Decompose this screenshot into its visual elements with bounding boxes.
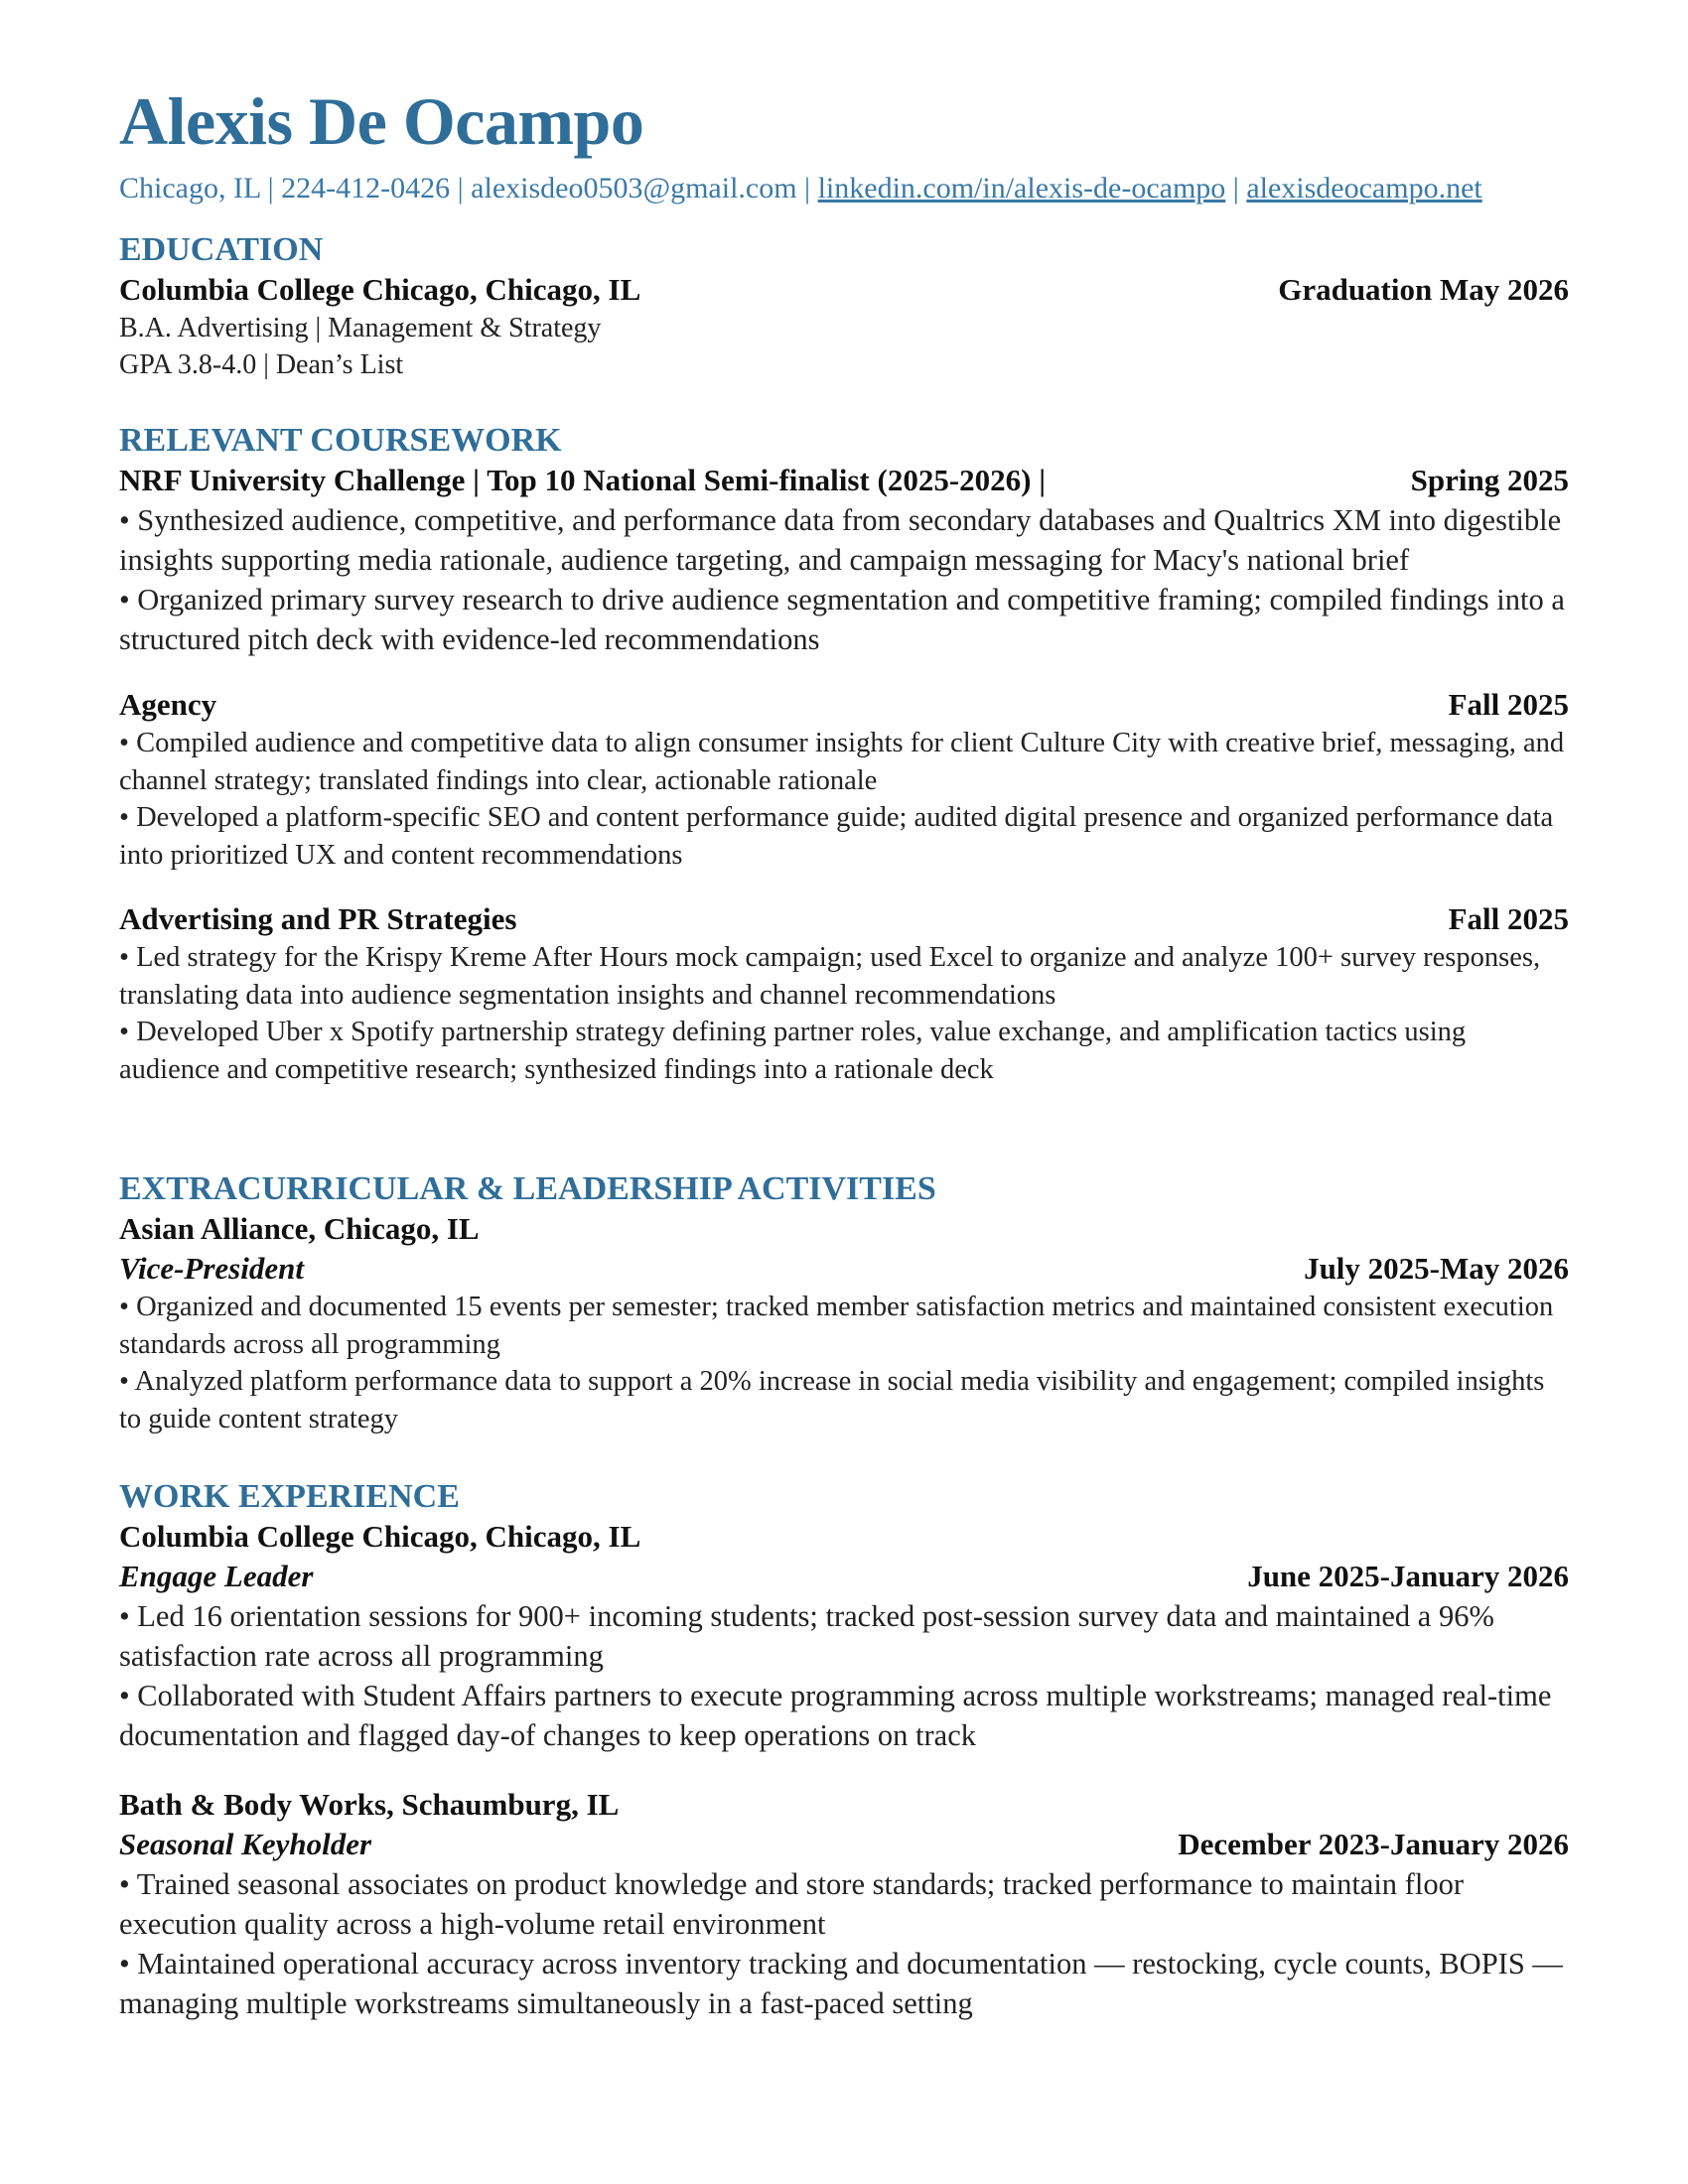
graduation-date: Graduation May 2026 [1278,272,1569,307]
degree-line: B.A. Advertising | Management & Strategy [119,313,602,343]
course-bullet: • Developed a platform-specific SEO and content performance guide; audited digital presence and organized performance data into prioritized UX and content recommendations [119,802,1554,871]
activity-bullet: • Analyzed platform performance data to support a 20% increase in social media visibility and engagement; compiled insights to guide content strategy [119,1366,1545,1434]
contact-details: Chicago, IL | 224-412-0426 | alexisdeo0503@gmail.com | [119,172,818,205]
linkedin-link[interactable]: linkedin.com/in/alexis-de-ocampo [817,172,1226,205]
job-title: Engage Leader [119,1559,314,1593]
contact-separator: | [1225,172,1247,205]
course-date: Spring 2025 [1410,463,1569,497]
resume-header [119,77,1569,208]
course-name: Agency [119,687,217,722]
course-name: NRF University Challenge | Top 10 National Semi-finalist (2025-2026) | [119,463,1047,497]
course-bullet: • Developed Uber x Spotify partnership strategy defining partner roles, value exchange, and amplification tactics using audience and competitive research; synthesized findings into a rationale deck [119,1017,1467,1085]
job-employer: Columbia College Chicago, Chicago, IL [119,1519,641,1554]
education-heading: EDUCATION [119,231,324,268]
candidate-name: Alexis De Ocampo [119,83,644,159]
activity-bullet: • Organized and documented 15 events per semester; tracked member satisfaction metrics and maintained consistent execution standards across all programming [119,1292,1554,1360]
job-item [119,1517,1569,1755]
activity-date: July 2025-May 2026 [1304,1251,1569,1286]
job-item [119,1785,1569,2023]
job-date: December 2023-January 2026 [1178,1827,1569,1861]
job-bullet: • Trained seasonal associates on product knowledge and store standards; tracked performance to maintain floor execution quality across a high-volume retail environment [119,1867,1464,1941]
job-employer: Bath & Body Works, Schaumburg, IL [119,1787,620,1822]
contact-line [119,169,1569,208]
gpa-line: GPA 3.8-4.0 | Dean’s List [119,349,404,380]
coursework-section [119,421,1569,1088]
school-name: Columbia College Chicago, Chicago, IL [119,272,641,307]
course-date: Fall 2025 [1448,901,1569,936]
work-heading: WORK EXPERIENCE [119,1478,460,1515]
activity-role: Vice-President [119,1251,304,1286]
education-section [119,230,1569,383]
extracurricular-section [119,1169,1569,1437]
job-bullet: • Led 16 orientation sessions for 900+ incoming students; tracked post-session survey data and maintained a 96% satisfaction rate across all programming [119,1599,1494,1673]
job-bullet: • Maintained operational accuracy across inventory tracking and documentation — restocking, cycle counts, BOPIS — managing multiple workstreams simultaneously in a fast-paced setting [119,1947,1563,2020]
course-bullet: • Synthesized audience, competitive, and performance data from secondary databases and Qualtrics XM into digestible insights supporting media rationale, audience targeting, and campaign messaging for Macy's national brief [119,503,1562,577]
course-bullet: • Led strategy for the Krispy Kreme After Hours mock campaign; used Excel to organize and analyze 100+ survey responses, translating data into audience segmentation insights and channel recommendations [119,942,1541,1011]
course-item [119,461,1569,659]
course-item [119,685,1569,874]
course-bullet: • Compiled audience and competitive data to align consumer insights for client Culture City with creative brief, messaging, and channel strategy; translated findings into clear, actionable rationale [119,728,1565,796]
job-date: June 2025-January 2026 [1247,1559,1569,1593]
job-title: Seasonal Keyholder [119,1827,372,1861]
course-bullet: • Organized primary survey research to drive audience segmentation and competitive framing; compiled findings into a structured pitch deck with evidence-led recommendations [119,583,1565,656]
work-section [119,1477,1569,2023]
course-item [119,899,1569,1088]
extracurricular-heading: EXTRACURRICULAR & LEADERSHIP ACTIVITIES [119,1170,936,1207]
coursework-heading: RELEVANT COURSEWORK [119,422,562,459]
course-date: Fall 2025 [1448,687,1569,722]
website-link[interactable]: alexisdeocampo.net [1246,172,1482,205]
course-name: Advertising and PR Strategies [119,901,517,936]
activity-org: Asian Alliance, Chicago, IL [119,1211,480,1246]
job-bullet: • Collaborated with Student Affairs partners to execute programming across multiple workstreams; managed real-time documentation and flagged day-of changes to keep operations on track [119,1679,1552,1752]
